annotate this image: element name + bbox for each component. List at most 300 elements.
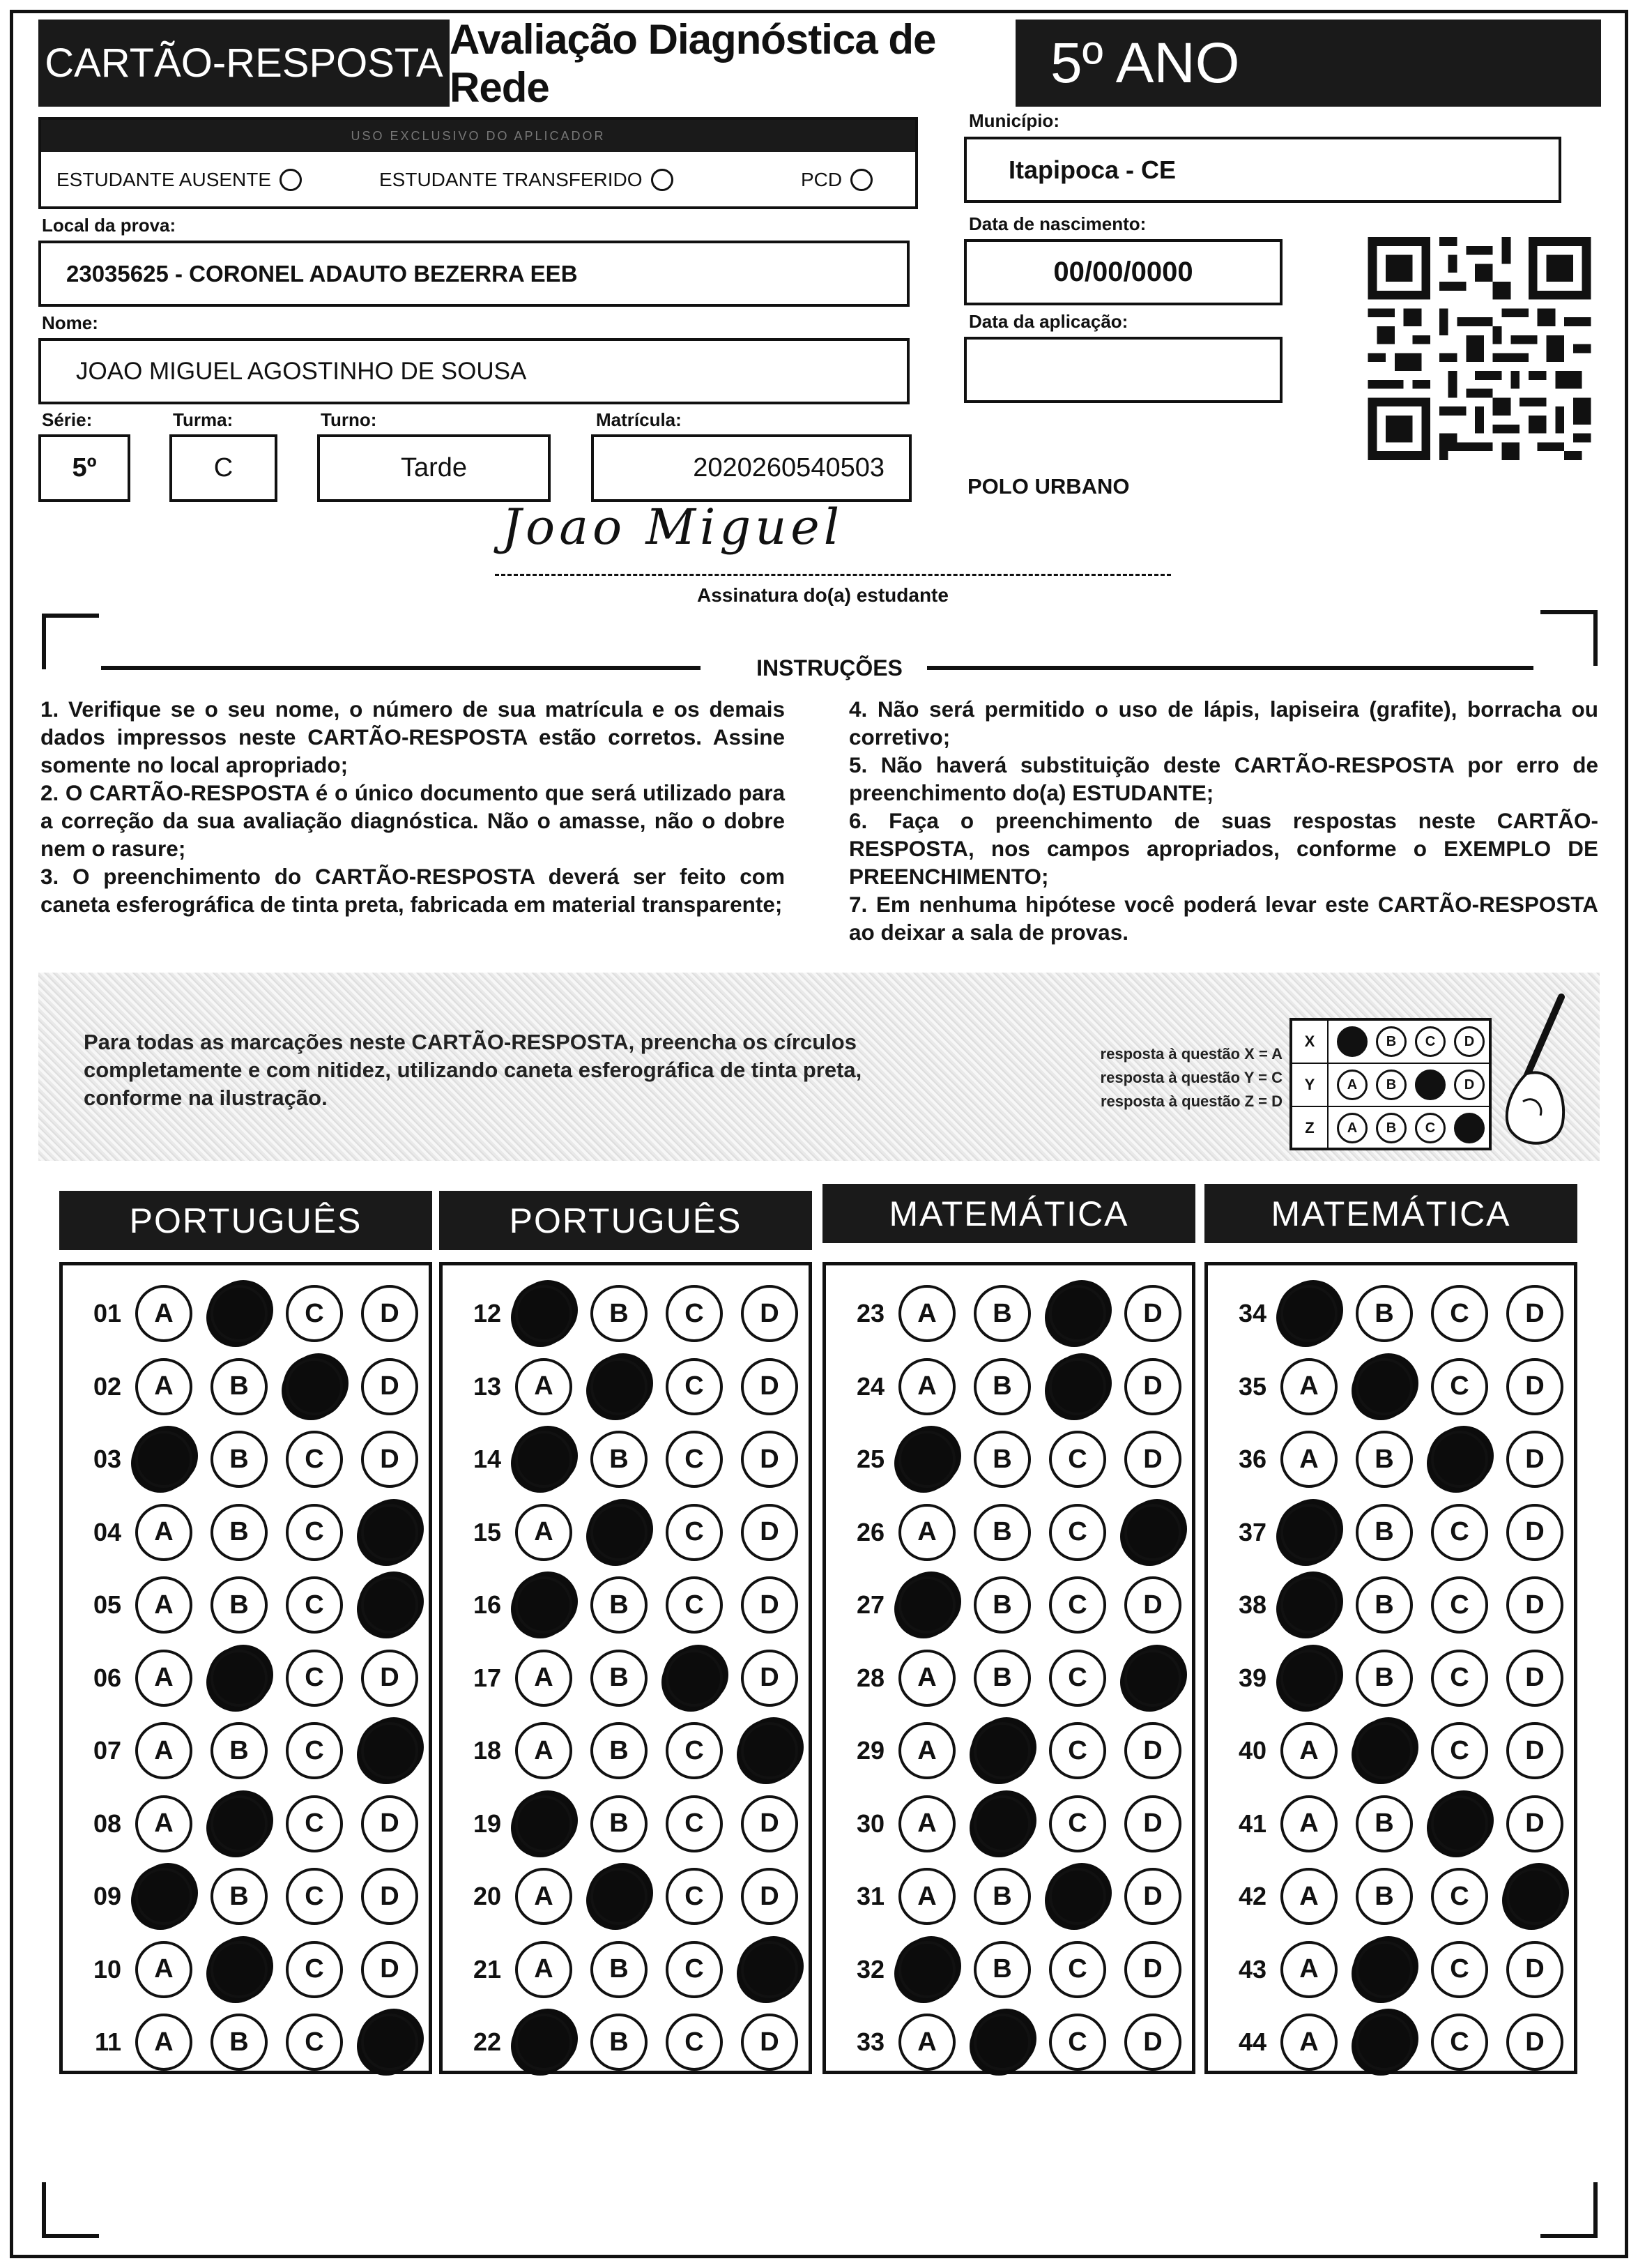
answer-bubble[interactable]: B bbox=[974, 1576, 1031, 1634]
answer-bubble[interactable]: C bbox=[1049, 1650, 1106, 1707]
answer-bubble-filled[interactable] bbox=[1356, 1941, 1413, 1998]
answer-bubble[interactable]: C bbox=[1049, 1941, 1106, 1998]
question-row bbox=[75, 1576, 418, 1634]
answer-bubble-filled[interactable] bbox=[211, 1650, 268, 1707]
answer-bubble[interactable]: C bbox=[1049, 1576, 1106, 1634]
answer-bubble[interactable]: C bbox=[1431, 1358, 1488, 1415]
pcd-radio[interactable] bbox=[850, 169, 873, 191]
question-row bbox=[1220, 1722, 1563, 1779]
answer-bubble[interactable]: C bbox=[286, 1795, 343, 1852]
answer-bubble[interactable]: A bbox=[898, 2014, 956, 2071]
question-row bbox=[839, 1941, 1181, 1998]
answer-bubble[interactable]: D bbox=[741, 1504, 798, 1561]
turno-label: Turno: bbox=[321, 409, 377, 430]
instruction-item: 2. O CARTÃO-RESPOSTA é o único documento que será utilizado para a correção da sua avaliação diagnóstica. Não o amasse, não o dobre nem o rasure; bbox=[40, 780, 785, 861]
answer-bubble-filled[interactable] bbox=[1431, 1431, 1488, 1488]
question-row bbox=[839, 1795, 1181, 1852]
answer-bubble[interactable]: B bbox=[590, 1722, 648, 1779]
answer-bubble[interactable]: B bbox=[1356, 1431, 1413, 1488]
absent-label: ESTUDANTE AUSENTE bbox=[56, 169, 272, 190]
answer-bubble[interactable]: C bbox=[1049, 1431, 1106, 1488]
question-number: 23 bbox=[856, 1299, 885, 1327]
answer-bubble[interactable]: D bbox=[361, 1285, 418, 1342]
question-row bbox=[455, 1576, 798, 1634]
question-row bbox=[455, 1358, 798, 1415]
answer-bubble[interactable]: D bbox=[741, 2014, 798, 2071]
answer-bubble-filled[interactable] bbox=[1280, 1650, 1338, 1707]
answer-bubble[interactable]: C bbox=[1049, 1504, 1106, 1561]
answer-bubble-filled[interactable] bbox=[1356, 2014, 1413, 2071]
question-number: 09 bbox=[93, 1882, 121, 1910]
instructions-title: INSTRUÇÕES bbox=[756, 655, 903, 680]
answer-bubble-filled[interactable] bbox=[1049, 1285, 1106, 1342]
answer-bubble-filled[interactable] bbox=[666, 1650, 723, 1707]
answer-bubble-filled[interactable] bbox=[590, 1504, 648, 1561]
answer-grid bbox=[822, 1262, 1195, 2074]
answer-bubble-filled[interactable] bbox=[898, 1431, 956, 1488]
instruction-item: 7. Em nenhuma hipótese você poderá levar este CARTÃO-RESPOSTA ao deixar a sala de provas. bbox=[849, 892, 1598, 945]
answer-bubble[interactable]: C bbox=[286, 1504, 343, 1561]
birth-label: Data de nascimento: bbox=[969, 213, 1147, 234]
pcd-label: PCD bbox=[801, 169, 843, 190]
section-header: PORTUGUÊS bbox=[439, 1191, 812, 1250]
answer-bubble[interactable]: B bbox=[211, 1358, 268, 1415]
question-row bbox=[839, 1285, 1181, 1342]
answer-bubble[interactable]: D bbox=[361, 1941, 418, 1998]
answer-bubble[interactable]: A bbox=[515, 1504, 572, 1561]
student-signature: Joao Miguel bbox=[502, 498, 844, 556]
question-number: 37 bbox=[1238, 1517, 1266, 1546]
question-row bbox=[455, 1650, 798, 1707]
answer-bubble[interactable]: D bbox=[361, 1868, 418, 1925]
answer-bubble-filled[interactable] bbox=[974, 1722, 1031, 1779]
answer-bubble[interactable]: B bbox=[590, 1941, 648, 1998]
question-row bbox=[1220, 2014, 1563, 2071]
question-row bbox=[455, 1431, 798, 1488]
answer-bubble[interactable]: A bbox=[898, 1285, 956, 1342]
answer-bubble[interactable]: C bbox=[1431, 1941, 1488, 1998]
matricula-label: Matrícula: bbox=[596, 409, 682, 430]
answer-bubble[interactable]: C bbox=[286, 1576, 343, 1634]
answer-bubble-filled[interactable] bbox=[1506, 1868, 1563, 1925]
answer-bubble[interactable]: A bbox=[515, 1722, 572, 1779]
instructions-rule-right bbox=[927, 666, 1533, 670]
answer-bubble[interactable]: C bbox=[286, 2014, 343, 2071]
question-row bbox=[1220, 1431, 1563, 1488]
answer-bubble[interactable]: A bbox=[898, 1650, 956, 1707]
example-bubble: A bbox=[1337, 1070, 1368, 1100]
answer-bubble-filled[interactable] bbox=[1124, 1504, 1181, 1561]
answer-bubble-filled[interactable] bbox=[361, 1576, 418, 1634]
question-row bbox=[75, 1431, 418, 1488]
answer-bubble[interactable]: C bbox=[666, 1576, 723, 1634]
answer-bubble[interactable]: D bbox=[1124, 1358, 1181, 1415]
card-title: CARTÃO-RESPOSTA bbox=[38, 20, 450, 107]
question-row bbox=[839, 1722, 1181, 1779]
answer-bubble[interactable]: D bbox=[1506, 1795, 1563, 1852]
answer-bubble[interactable]: A bbox=[135, 1650, 192, 1707]
answer-bubble-filled[interactable] bbox=[211, 1941, 268, 1998]
example-bubble: D bbox=[1454, 1070, 1485, 1100]
answer-bubble[interactable]: C bbox=[666, 1795, 723, 1852]
answer-bubble-filled[interactable] bbox=[741, 1941, 798, 1998]
answer-bubble[interactable]: D bbox=[1506, 1285, 1563, 1342]
answer-bubble-filled[interactable] bbox=[898, 1576, 956, 1634]
answer-bubble[interactable]: A bbox=[135, 1722, 192, 1779]
answer-bubble[interactable]: A bbox=[135, 1285, 192, 1342]
question-number: 27 bbox=[856, 1590, 885, 1619]
example-text: Para todas as marcações neste CARTÃO-RESPOSTA, preencha os círculos completamente e com nitidez, utilizando caneta esferográfica de tinta preta, conforme na ilustração. bbox=[84, 1030, 862, 1110]
answer-bubble[interactable]: A bbox=[515, 1650, 572, 1707]
answer-bubble[interactable]: D bbox=[1506, 1358, 1563, 1415]
answer-bubble[interactable]: D bbox=[741, 1576, 798, 1634]
answer-bubble[interactable]: C bbox=[1431, 1576, 1488, 1634]
example-bubble: B bbox=[1376, 1113, 1407, 1143]
answer-bubble[interactable]: C bbox=[1049, 1795, 1106, 1852]
question-number: 08 bbox=[93, 1809, 121, 1838]
answer-bubble-filled[interactable] bbox=[361, 2014, 418, 2071]
answer-bubble[interactable]: D bbox=[1124, 1431, 1181, 1488]
answer-bubble[interactable]: A bbox=[135, 1504, 192, 1561]
answer-bubble[interactable]: B bbox=[974, 1285, 1031, 1342]
answer-bubble-filled[interactable] bbox=[1431, 1795, 1488, 1852]
answer-bubble[interactable]: A bbox=[1280, 1941, 1338, 1998]
answer-bubble[interactable]: C bbox=[1431, 2014, 1488, 2071]
answer-bubble-filled[interactable] bbox=[974, 1795, 1031, 1852]
question-number: 13 bbox=[473, 1371, 501, 1401]
answer-bubble[interactable]: A bbox=[135, 1795, 192, 1852]
question-number: 34 bbox=[1238, 1299, 1266, 1327]
answer-bubble[interactable]: A bbox=[135, 1941, 192, 1998]
question-number: 41 bbox=[1238, 1809, 1266, 1838]
question-row bbox=[455, 1504, 798, 1561]
answer-bubble[interactable]: B bbox=[974, 1431, 1031, 1488]
example-bubble: C bbox=[1415, 1026, 1446, 1057]
answer-bubble[interactable]: C bbox=[1431, 1722, 1488, 1779]
question-row bbox=[455, 1722, 798, 1779]
example-bubble: D bbox=[1454, 1026, 1485, 1057]
answer-bubble-filled[interactable] bbox=[1049, 1868, 1106, 1925]
answer-bubble[interactable]: D bbox=[361, 1650, 418, 1707]
question-row bbox=[75, 1941, 418, 1998]
answer-bubble[interactable]: C bbox=[286, 1868, 343, 1925]
answer-bubble[interactable]: C bbox=[286, 1285, 343, 1342]
answer-bubble[interactable]: D bbox=[1506, 1722, 1563, 1779]
answer-bubble[interactable]: C bbox=[286, 1650, 343, 1707]
instruction-item: 6. Faça o preenchimento de suas respostas neste CARTÃO-RESPOSTA, nos campos apropriados, conforme o EXEMPLO DE PREENCHIMENTO; bbox=[849, 808, 1598, 889]
question-number: 29 bbox=[856, 1736, 885, 1765]
answer-bubble[interactable]: C bbox=[666, 2014, 723, 2071]
answer-bubble[interactable]: A bbox=[1280, 1722, 1338, 1779]
absent-option[interactable] bbox=[56, 169, 302, 191]
question-row bbox=[455, 1868, 798, 1925]
answer-bubble[interactable]: B bbox=[974, 1941, 1031, 1998]
answer-bubble[interactable]: B bbox=[974, 1868, 1031, 1925]
question-row bbox=[75, 2014, 418, 2071]
answer-bubble[interactable]: A bbox=[1280, 1431, 1338, 1488]
answer-bubble[interactable]: A bbox=[898, 1722, 956, 1779]
corner-mark-bottom-left bbox=[42, 2182, 99, 2238]
question-row bbox=[1220, 1576, 1563, 1634]
grade-banner: 5º ANO bbox=[1016, 20, 1601, 107]
answer-bubble-filled[interactable] bbox=[741, 1722, 798, 1779]
answer-bubble-filled[interactable] bbox=[211, 1285, 268, 1342]
example-row bbox=[1292, 1021, 1489, 1064]
name-label: Nome: bbox=[42, 312, 98, 333]
answer-bubble[interactable]: A bbox=[898, 1504, 956, 1561]
example-bubble bbox=[1337, 1026, 1368, 1057]
question-row bbox=[75, 1650, 418, 1707]
question-row bbox=[839, 1868, 1181, 1925]
question-row bbox=[1220, 1795, 1563, 1852]
question-number: 17 bbox=[473, 1663, 501, 1692]
answer-bubble[interactable]: D bbox=[741, 1431, 798, 1488]
section-header: PORTUGUÊS bbox=[59, 1191, 432, 1250]
example-legend bbox=[1025, 1042, 1283, 1113]
question-number: 36 bbox=[1238, 1445, 1266, 1473]
answer-bubble[interactable]: D bbox=[361, 1358, 418, 1415]
answer-bubble[interactable]: D bbox=[741, 1650, 798, 1707]
pen-hand-icon bbox=[1485, 990, 1568, 1150]
answer-bubble[interactable]: B bbox=[590, 1285, 648, 1342]
serie-label: Série: bbox=[42, 409, 93, 430]
answer-bubble[interactable]: C bbox=[286, 1431, 343, 1488]
answer-bubble[interactable]: B bbox=[1356, 1576, 1413, 1634]
answer-bubble[interactable]: D bbox=[1124, 1795, 1181, 1852]
question-row bbox=[1220, 1650, 1563, 1707]
question-number: 19 bbox=[473, 1809, 501, 1838]
answer-bubble[interactable]: C bbox=[286, 1722, 343, 1779]
answer-bubble[interactable]: A bbox=[898, 1358, 956, 1415]
answer-bubble[interactable]: B bbox=[590, 1576, 648, 1634]
answer-bubble-filled[interactable] bbox=[1280, 1504, 1338, 1561]
example-row bbox=[1292, 1064, 1489, 1107]
question-number: 11 bbox=[94, 2027, 121, 2056]
question-number: 10 bbox=[93, 1954, 121, 1984]
answer-bubble-filled[interactable] bbox=[135, 1868, 192, 1925]
answer-bubble[interactable]: C bbox=[666, 1504, 723, 1561]
question-row bbox=[839, 1358, 1181, 1415]
answer-bubble-filled[interactable] bbox=[515, 1576, 572, 1634]
answer-bubble-filled[interactable] bbox=[1049, 1358, 1106, 1415]
answer-bubble[interactable]: B bbox=[211, 2014, 268, 2071]
answer-bubble[interactable]: C bbox=[1431, 1868, 1488, 1925]
instructions-column-right bbox=[849, 695, 1598, 946]
corner-mark-top-left bbox=[42, 614, 99, 669]
instruction-item: 3. O preenchimento do CARTÃO-RESPOSTA deverá ser feito com caneta esferográfica de tinta preta, fabricada em material transparente; bbox=[40, 864, 785, 917]
answer-bubble[interactable]: C bbox=[666, 1358, 723, 1415]
transferred-label: ESTUDANTE TRANSFERIDO bbox=[379, 169, 643, 190]
question-number: 20 bbox=[473, 1882, 501, 1910]
answer-bubble[interactable]: D bbox=[1506, 1650, 1563, 1707]
answer-bubble[interactable]: B bbox=[974, 1358, 1031, 1415]
answer-bubble[interactable]: D bbox=[1124, 1576, 1181, 1634]
answer-bubble[interactable]: A bbox=[135, 1576, 192, 1634]
answer-bubble[interactable]: A bbox=[135, 2014, 192, 2071]
question-row bbox=[839, 1504, 1181, 1561]
answer-bubble[interactable]: C bbox=[1431, 1650, 1488, 1707]
answer-bubble[interactable]: C bbox=[1049, 1722, 1106, 1779]
question-number: 31 bbox=[856, 1882, 885, 1910]
question-number: 12 bbox=[473, 1299, 501, 1327]
answer-bubble[interactable]: B bbox=[1356, 1795, 1413, 1852]
answer-bubble[interactable]: B bbox=[211, 1868, 268, 1925]
answer-bubble-filled[interactable] bbox=[590, 1868, 648, 1925]
question-number: 16 bbox=[473, 1590, 501, 1619]
question-row bbox=[1220, 1868, 1563, 1925]
signature-line bbox=[495, 574, 1171, 576]
answer-bubble[interactable]: B bbox=[1356, 1868, 1413, 1925]
example-bubble bbox=[1415, 1070, 1446, 1100]
answer-bubble[interactable]: C bbox=[666, 1285, 723, 1342]
answer-bubble[interactable]: B bbox=[211, 1431, 268, 1488]
answer-bubble[interactable]: A bbox=[898, 1868, 956, 1925]
example-bubble: B bbox=[1376, 1026, 1407, 1057]
instruction-item: 4. Não será permitido o uso de lápis, lapiseira (grafite), borracha ou corretivo; bbox=[849, 697, 1598, 749]
pcd-option[interactable] bbox=[801, 169, 873, 191]
answer-bubble[interactable]: D bbox=[361, 1431, 418, 1488]
answer-bubble[interactable]: B bbox=[590, 1650, 648, 1707]
answer-bubble[interactable]: D bbox=[1506, 1504, 1563, 1561]
answer-bubble[interactable]: A bbox=[515, 1941, 572, 1998]
answer-bubble[interactable]: D bbox=[1124, 1941, 1181, 1998]
question-row bbox=[455, 1941, 798, 1998]
question-number: 04 bbox=[93, 1517, 121, 1546]
legend-line: resposta à questão Y = C bbox=[1100, 1069, 1283, 1086]
example-row bbox=[1292, 1107, 1489, 1149]
instruction-item: 1. Verifique se o seu nome, o número de sua matrícula e os demais dados impressos neste CARTÃO-RESPOSTA estão corretos. Assine somente no local apropriado; bbox=[40, 697, 785, 777]
answer-bubble[interactable]: B bbox=[211, 1504, 268, 1561]
answer-bubble[interactable]: B bbox=[1356, 1285, 1413, 1342]
question-number: 44 bbox=[1238, 2027, 1266, 2056]
answer-bubble[interactable]: D bbox=[361, 1795, 418, 1852]
question-number: 21 bbox=[473, 1954, 501, 1984]
answer-grid bbox=[59, 1262, 432, 2074]
answer-bubble-filled[interactable] bbox=[361, 1504, 418, 1561]
transferred-option[interactable] bbox=[379, 169, 673, 191]
answer-bubble-filled[interactable] bbox=[1356, 1358, 1413, 1415]
answer-bubble-filled[interactable] bbox=[974, 2014, 1031, 2071]
answer-bubble[interactable]: D bbox=[1506, 1431, 1563, 1488]
answer-bubble[interactable]: C bbox=[1431, 1285, 1488, 1342]
legend-line: resposta à questão Z = D bbox=[1100, 1093, 1283, 1110]
question-number: 02 bbox=[93, 1371, 121, 1401]
answer-bubble[interactable]: C bbox=[666, 1431, 723, 1488]
answer-bubble[interactable]: A bbox=[1280, 1795, 1338, 1852]
answer-bubble[interactable]: B bbox=[590, 1431, 648, 1488]
answer-bubble[interactable]: A bbox=[515, 1358, 572, 1415]
answer-bubble[interactable]: D bbox=[1124, 1722, 1181, 1779]
answer-bubble-filled[interactable] bbox=[515, 1431, 572, 1488]
answer-bubble[interactable]: A bbox=[898, 1795, 956, 1852]
answer-bubble[interactable]: B bbox=[1356, 1504, 1413, 1561]
answer-bubble[interactable]: B bbox=[590, 1795, 648, 1852]
answer-bubble[interactable]: A bbox=[1280, 2014, 1338, 2071]
answer-bubble[interactable]: A bbox=[1280, 1358, 1338, 1415]
answer-bubble[interactable]: C bbox=[286, 1941, 343, 1998]
answer-bubble-filled[interactable] bbox=[1124, 1650, 1181, 1707]
example-row-key: Z bbox=[1292, 1107, 1329, 1149]
question-row bbox=[1220, 1504, 1563, 1561]
example-grid bbox=[1289, 1018, 1492, 1150]
answer-bubble-filled[interactable] bbox=[135, 1431, 192, 1488]
answer-bubble-filled[interactable] bbox=[590, 1358, 648, 1415]
answer-bubble-filled[interactable] bbox=[211, 1795, 268, 1852]
question-number: 14 bbox=[473, 1445, 501, 1473]
answer-bubble[interactable]: D bbox=[741, 1358, 798, 1415]
answer-bubble[interactable]: B bbox=[974, 1504, 1031, 1561]
example-row-key: Y bbox=[1292, 1064, 1329, 1106]
answer-bubble-filled[interactable] bbox=[515, 1795, 572, 1852]
question-number: 28 bbox=[856, 1663, 885, 1692]
answer-bubble[interactable]: D bbox=[1124, 2014, 1181, 2071]
serie-field: 5º bbox=[38, 434, 130, 502]
answer-bubble[interactable]: A bbox=[515, 1868, 572, 1925]
answer-bubble[interactable]: D bbox=[741, 1795, 798, 1852]
answer-bubble-filled[interactable] bbox=[1280, 1576, 1338, 1634]
local-field: 23035625 - CORONEL ADAUTO BEZERRA EEB bbox=[38, 241, 910, 307]
answer-bubble-filled[interactable] bbox=[1280, 1285, 1338, 1342]
answer-bubble-filled[interactable] bbox=[898, 1941, 956, 1998]
question-number: 38 bbox=[1238, 1590, 1266, 1619]
answer-bubble[interactable]: A bbox=[1280, 1868, 1338, 1925]
question-number: 22 bbox=[473, 2027, 501, 2056]
question-row bbox=[455, 1795, 798, 1852]
answer-bubble-filled[interactable] bbox=[515, 2014, 572, 2071]
answer-bubble[interactable]: C bbox=[1431, 1504, 1488, 1561]
question-number: 33 bbox=[856, 2027, 885, 2056]
answer-bubble[interactable]: B bbox=[590, 2014, 648, 2071]
answer-bubble[interactable]: B bbox=[211, 1576, 268, 1634]
answer-bubble[interactable]: D bbox=[1124, 1285, 1181, 1342]
answer-bubble[interactable]: B bbox=[211, 1722, 268, 1779]
section-header: MATEMÁTICA bbox=[822, 1184, 1195, 1243]
question-number: 35 bbox=[1238, 1371, 1266, 1401]
answer-bubble[interactable]: C bbox=[666, 1868, 723, 1925]
answer-bubble[interactable]: C bbox=[666, 1722, 723, 1779]
answer-bubble[interactable]: D bbox=[741, 1285, 798, 1342]
answer-bubble-filled[interactable] bbox=[515, 1285, 572, 1342]
answer-bubble[interactable]: D bbox=[741, 1868, 798, 1925]
absent-radio[interactable] bbox=[280, 169, 302, 191]
answer-bubble[interactable]: D bbox=[1506, 1576, 1563, 1634]
question-number: 30 bbox=[856, 1809, 885, 1838]
answer-bubble[interactable]: A bbox=[135, 1358, 192, 1415]
municipio-field: Itapipoca - CE bbox=[964, 137, 1561, 203]
answer-bubble[interactable]: B bbox=[1356, 1650, 1413, 1707]
question-number: 40 bbox=[1238, 1736, 1266, 1765]
answer-bubble[interactable]: B bbox=[974, 1650, 1031, 1707]
answer-bubble-filled[interactable] bbox=[361, 1722, 418, 1779]
question-number: 06 bbox=[93, 1663, 121, 1692]
answer-bubble-filled[interactable] bbox=[286, 1358, 343, 1415]
answer-bubble[interactable]: D bbox=[1124, 1868, 1181, 1925]
exam-title: Avaliação Diagnóstica de Rede bbox=[450, 20, 1016, 107]
application-date-field[interactable] bbox=[964, 337, 1283, 403]
answer-grid bbox=[439, 1262, 812, 2074]
answer-bubble-filled[interactable] bbox=[1356, 1722, 1413, 1779]
transferred-radio[interactable] bbox=[651, 169, 673, 191]
answer-bubble[interactable]: D bbox=[1506, 2014, 1563, 2071]
answer-bubble[interactable]: D bbox=[1506, 1941, 1563, 1998]
application-date-label: Data da aplicação: bbox=[969, 311, 1128, 332]
legend-line: resposta à questão X = A bbox=[1100, 1045, 1283, 1063]
question-row bbox=[75, 1722, 418, 1779]
answer-bubble[interactable]: C bbox=[1049, 2014, 1106, 2071]
answer-bubble[interactable]: C bbox=[666, 1941, 723, 1998]
example-bubble: C bbox=[1415, 1113, 1446, 1143]
qr-code-icon bbox=[1366, 237, 1593, 460]
